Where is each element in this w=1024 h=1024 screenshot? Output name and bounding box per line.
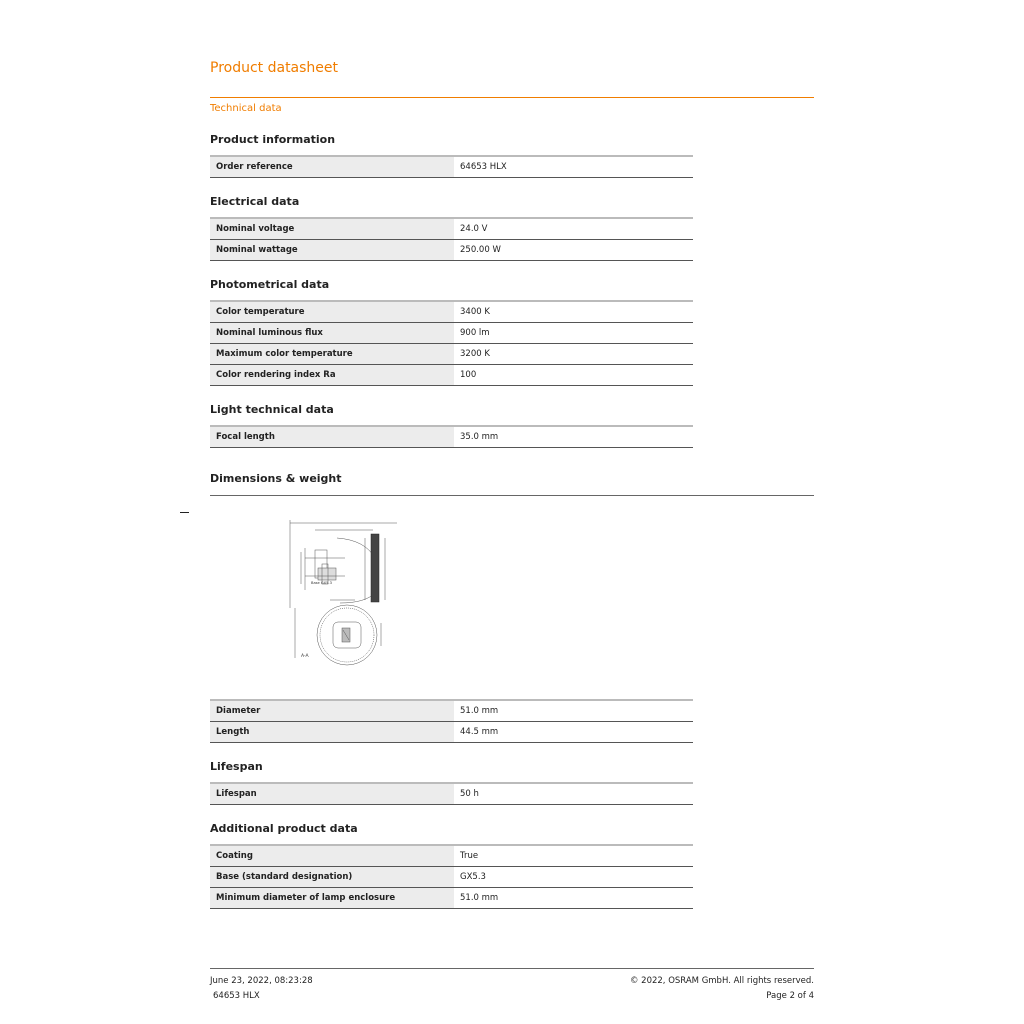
- spec-value: 51.0 mm: [454, 700, 693, 722]
- table-row: [210, 156, 693, 178]
- table-row: [210, 867, 693, 888]
- spec-value: 35.0 mm: [454, 426, 693, 448]
- spec-key: Nominal luminous flux: [210, 323, 454, 344]
- spec-value: 3400 K: [454, 301, 693, 323]
- lamp-dimension-drawing: [285, 518, 405, 668]
- table-row: [210, 365, 693, 386]
- spec-value: 51.0 mm: [454, 888, 693, 909]
- margin-mark: [180, 512, 189, 513]
- spec-value: 100: [454, 365, 693, 386]
- drawing-section-label: A-A: [301, 654, 309, 659]
- drawing-base-label: Base GX5.3: [311, 581, 332, 585]
- spec-key: Base (standard designation): [210, 867, 454, 888]
- spec-key: Length: [210, 722, 454, 743]
- footer-timestamp: June 23, 2022, 08:23:28: [210, 976, 313, 986]
- footer-copyright: © 2022, OSRAM GmbH. All rights reserved.: [629, 976, 814, 986]
- footer-divider: [210, 968, 814, 969]
- spec-key: Maximum color temperature: [210, 344, 454, 365]
- spec-key: Nominal voltage: [210, 218, 454, 240]
- spec-value: 44.5 mm: [454, 722, 693, 743]
- spec-key: Minimum diameter of lamp enclosure: [210, 888, 454, 909]
- spec-key: Lifespan: [210, 783, 454, 805]
- spec-value: True: [454, 845, 693, 867]
- footer-product: 64653 HLX: [213, 991, 260, 1001]
- section-title-photometrical-data: Photometrical data: [210, 278, 330, 291]
- table-row: [210, 240, 693, 261]
- section-subtitle: Technical data: [210, 103, 282, 114]
- spec-value: GX5.3: [454, 867, 693, 888]
- lifespan-table: [210, 782, 693, 805]
- spec-key: Nominal wattage: [210, 240, 454, 261]
- table-row: [210, 344, 693, 365]
- table-row: [210, 301, 693, 323]
- electrical-data-table: [210, 217, 693, 261]
- section-divider: [210, 495, 814, 496]
- table-row: [210, 845, 693, 867]
- product-information-table: [210, 155, 693, 178]
- dimensions-weight-table: [210, 699, 693, 743]
- page-title: Product datasheet: [210, 60, 339, 76]
- spec-key: Coating: [210, 845, 454, 867]
- section-title-electrical-data: Electrical data: [210, 195, 300, 208]
- header-divider: [210, 97, 814, 98]
- spec-value: 900 lm: [454, 323, 693, 344]
- table-row: [210, 218, 693, 240]
- table-row: [210, 426, 693, 448]
- spec-key: Order reference: [210, 156, 454, 178]
- spec-key: Focal length: [210, 426, 454, 448]
- section-title-light-technical-data: Light technical data: [210, 403, 334, 416]
- light-technical-data-table: [210, 425, 693, 448]
- spec-key: Color rendering index Ra: [210, 365, 454, 386]
- spec-value: 250.00 W: [454, 240, 693, 261]
- section-title-product-information: Product information: [210, 133, 336, 146]
- table-row: [210, 700, 693, 722]
- spec-value: 64653 HLX: [454, 156, 693, 178]
- table-row: [210, 722, 693, 743]
- photometrical-data-table: [210, 300, 693, 386]
- spec-value: 50 h: [454, 783, 693, 805]
- section-title-dimensions-weight: Dimensions & weight: [210, 472, 342, 485]
- table-row: [210, 888, 693, 909]
- table-row: [210, 323, 693, 344]
- spec-value: 3200 K: [454, 344, 693, 365]
- section-title-additional-product-data: Additional product data: [210, 822, 358, 835]
- additional-product-data-table: [210, 844, 693, 909]
- footer-page-number: Page 2 of 4: [766, 991, 814, 1001]
- spec-key: Diameter: [210, 700, 454, 722]
- spec-key: Color temperature: [210, 301, 454, 323]
- table-row: [210, 783, 693, 805]
- section-title-lifespan: Lifespan: [210, 760, 263, 773]
- spec-value: 24.0 V: [454, 218, 693, 240]
